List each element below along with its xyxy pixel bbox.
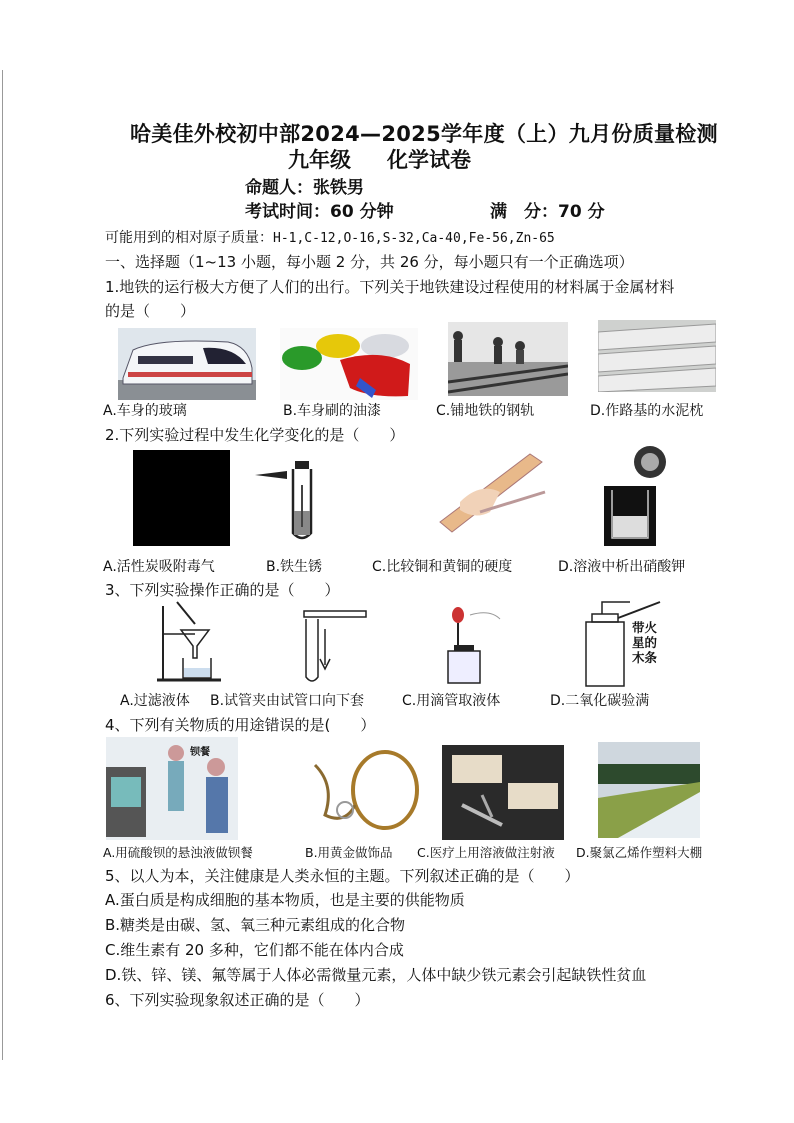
q2-crystal-image <box>600 446 672 548</box>
q3-option-c: C.用滴管取液体 <box>402 693 501 709</box>
q2-stem: 2.下列实验过程中发生化学变化的是（ ） <box>105 426 405 444</box>
q4-barium-meal-image <box>106 737 238 840</box>
q4-greenhouse-image <box>598 742 700 838</box>
q2-option-c: C.比较铜和黄铜的硬度 <box>372 559 513 575</box>
q1-paint-image <box>280 328 418 400</box>
full-mark: 满 分：70 分 <box>490 202 605 222</box>
q2-hardness-image <box>420 452 555 540</box>
q5-option-a: A.蛋白质是构成细胞的基本物质，也是主要的供能物质 <box>105 891 465 909</box>
q3-test-tube-holder-image <box>298 607 368 687</box>
atomic-mass-line <box>105 228 555 249</box>
q4-option-b: B.用黄金做饰品 <box>305 845 393 860</box>
atomic-mass-label: 可能用到的相对原子质量： <box>105 230 273 246</box>
q4-option-a: A.用硫酸钡的悬浊液做钡餐 <box>103 845 253 860</box>
q5-option-b: B.糖类是由碳、氢、氧三种元素组成的化合物 <box>105 916 406 934</box>
q2-option-d: D.溶液中析出硝酸钾 <box>558 559 686 575</box>
q1-option-a: A.车身的玻璃 <box>103 403 187 419</box>
q3-option-b: B.试管夹由试管口向下套 <box>210 693 365 709</box>
q1-option-c: C.铺地铁的钢轨 <box>436 403 535 419</box>
grade-label: 九年级 <box>288 148 351 172</box>
q1-option-d: D.作路基的水泥枕 <box>590 403 704 419</box>
q2-charcoal-image <box>133 450 230 546</box>
author-line: 命题人：张铁男 <box>245 178 364 198</box>
section-heading: 一、选择题（1~13 小题，每小题 2 分，共 26 分，每小题只有一个正确选项） <box>105 253 634 271</box>
exam-title: 哈美佳外校初中部2024—2025学年度（上）九月份质量检测 <box>130 122 718 146</box>
q6-stem: 6、下列实验现象叙述正确的是（ ） <box>105 991 370 1009</box>
q4-stem: 4、下列有关物质的用途错误的是( ） <box>105 716 376 734</box>
q5-option-d: D.铁、锌、镁、氟等属于人体必需微量元素，人体中缺少铁元素会引起缺铁性贫血 <box>105 966 647 984</box>
page-edge-line <box>2 70 3 1060</box>
q3-dropper-image <box>440 605 502 687</box>
q1-rail-image <box>448 322 568 396</box>
q5-option-c: C.维生素有 20 多种，它们都不能在体内合成 <box>105 941 404 959</box>
q1-stem-line1: 1.地铁的运行极大方便了人们的出行。下列关于地铁建设过程使用的材料属于金属材料 <box>105 278 675 296</box>
q1-option-b: B.车身刷的油漆 <box>283 403 382 419</box>
q2-iron-rust-image <box>255 455 325 545</box>
q3-filter-image <box>155 600 225 686</box>
q3-option-a: A.过滤液体 <box>120 693 190 709</box>
q4-gold-image <box>305 745 425 840</box>
q1-train-image <box>118 328 256 400</box>
q2-option-b: B.铁生锈 <box>266 559 323 575</box>
q4-injection-image <box>442 745 564 840</box>
exam-subtitle <box>288 150 471 170</box>
q3-option-d: D.二氧化碳验满 <box>550 693 650 709</box>
q4-barium-label: 钡餐 <box>190 747 210 758</box>
subject-label: 化学试卷 <box>387 148 471 172</box>
q3-stem: 3、下列实验操作正确的是（ ） <box>105 581 340 599</box>
q1-sleeper-image <box>598 320 716 392</box>
q1-stem-line2: 的是（ ） <box>105 302 196 320</box>
q4-option-d: D.聚氯乙烯作塑料大棚 <box>576 845 703 860</box>
q5-stem: 5、以人为本，关注健康是人类永恒的主题。下列叙述正确的是（ ） <box>105 867 580 885</box>
q4-option-c: C.医疗上用溶液做注射液 <box>417 845 555 860</box>
q2-option-a: A.活性炭吸附毒气 <box>103 559 215 575</box>
exam-time: 考试时间：60 分钟 <box>245 202 394 222</box>
q3-splint-label: 带火 星的 木条 <box>632 620 658 665</box>
atomic-mass-values: H-1,C-12,O-16,S-32,Ca-40,Fe-56,Zn-65 <box>273 231 555 246</box>
